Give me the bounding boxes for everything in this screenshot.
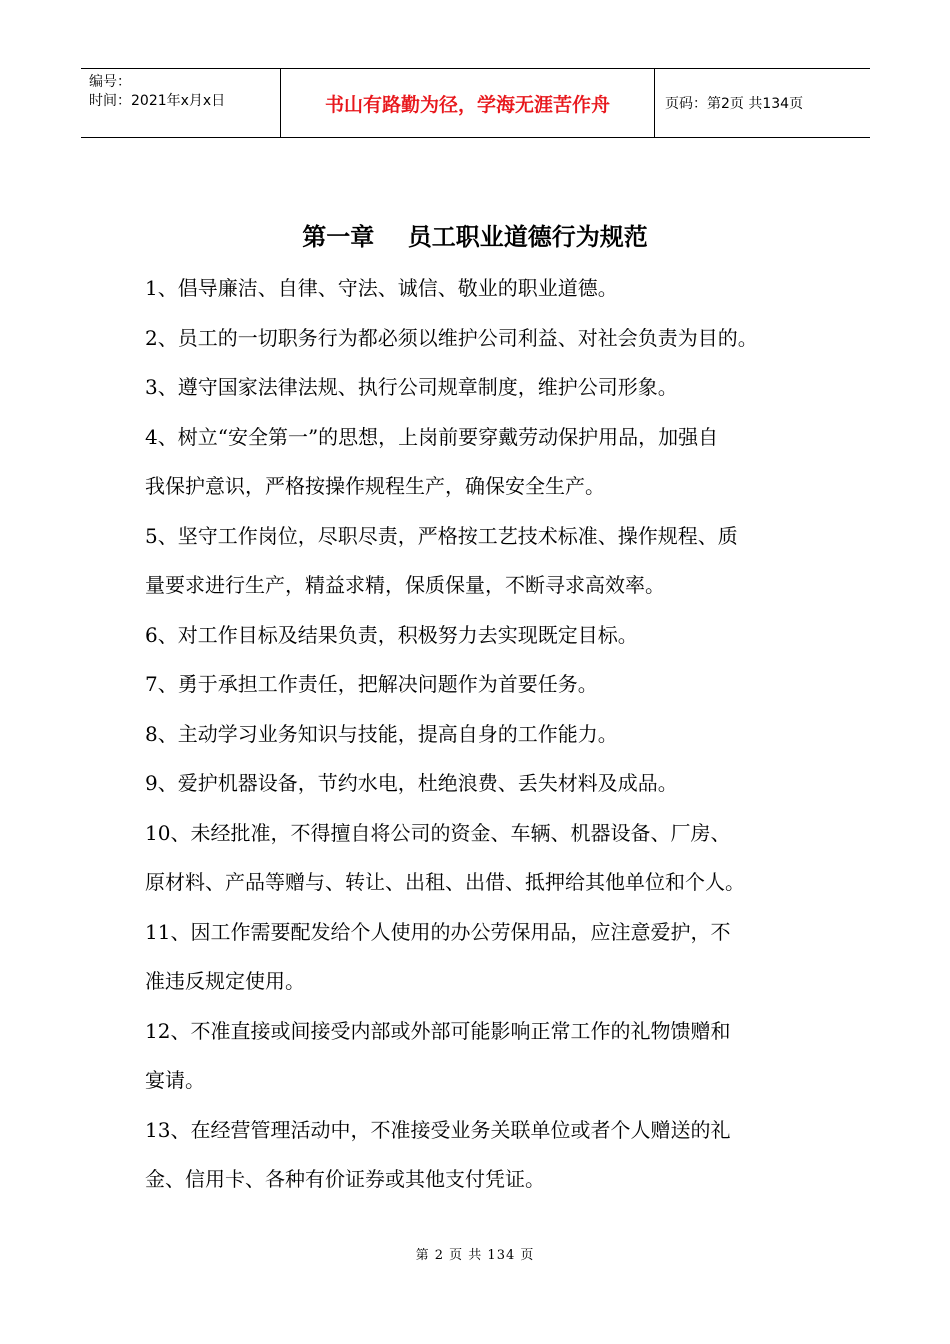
page-footer: 第 2 页 共 134 页 <box>415 1248 535 1263</box>
header-page-cell <box>655 69 870 137</box>
document-date-label: 时间：2021年x月x日 <box>89 93 226 109</box>
chapter-title: 第一章 员工职业道德行为规范 <box>302 223 648 251</box>
body-line: 13、在经营管理活动中，不准接受业务关联单位或者个人赠送的礼 <box>145 1117 731 1142</box>
body-line: 金、信用卡、各种有价证券或其他支付凭证。 <box>145 1167 545 1191</box>
body-line: 5、坚守工作岗位，尽职尽责，严格按工艺技术标准、操作规程、质 <box>145 523 738 548</box>
header-meta-cell <box>81 69 281 137</box>
body-line: 11、因工作需要配发给个人使用的办公劳保用品，应注意爱护，不 <box>145 919 731 944</box>
body-line: 1、倡导廉洁、自律、守法、诚信、敬业的职业道德。 <box>145 276 618 300</box>
header-page-info: 页码：第2页 共134页 <box>665 96 804 112</box>
body-line: 9、爱护机器设备，节约水电，杜绝浪费、丢失材料及成品。 <box>145 771 678 795</box>
body-line: 12、不准直接或间接受内部或外部可能影响正常工作的礼物馈赠和 <box>145 1018 731 1043</box>
document-body <box>145 264 815 1205</box>
body-line: 我保护意识，严格按操作规程生产，确保安全生产。 <box>145 474 605 498</box>
body-line: 2、员工的一切职务行为都必须以维护公司利益、对社会负责为目的。 <box>145 325 758 350</box>
document-number-label: 编号： <box>89 74 131 90</box>
body-line: 3、遵守国家法律法规、执行公司规章制度，维护公司形象。 <box>145 375 678 399</box>
body-line: 量要求进行生产，精益求精，保质保量，不断寻求高效率。 <box>145 573 665 597</box>
body-line: 准违反规定使用。 <box>145 969 305 993</box>
header-table <box>81 68 870 138</box>
body-line: 8、主动学习业务知识与技能，提高自身的工作能力。 <box>145 721 618 746</box>
body-line: 4、树立“安全第一”的思想，上岗前要穿戴劳动保护用品，加强自 <box>145 424 719 449</box>
header-motto: 书山有路勤为径，学海无涯苦作舟 <box>324 93 610 116</box>
body-line: 6、对工作目标及结果负责，积极努力去实现既定目标。 <box>145 622 638 647</box>
body-line: 10、未经批准，不得擅自将公司的资金、车辆、机器设备、厂房、 <box>145 820 731 845</box>
body-line: 7、勇于承担工作责任，把解决问题作为首要任务。 <box>145 672 598 696</box>
header-motto-cell <box>281 69 655 137</box>
body-line: 原材料、产品等赠与、转让、出租、出借、抵押给其他单位和个人。 <box>145 870 745 894</box>
body-line: 宴请。 <box>145 1068 205 1092</box>
